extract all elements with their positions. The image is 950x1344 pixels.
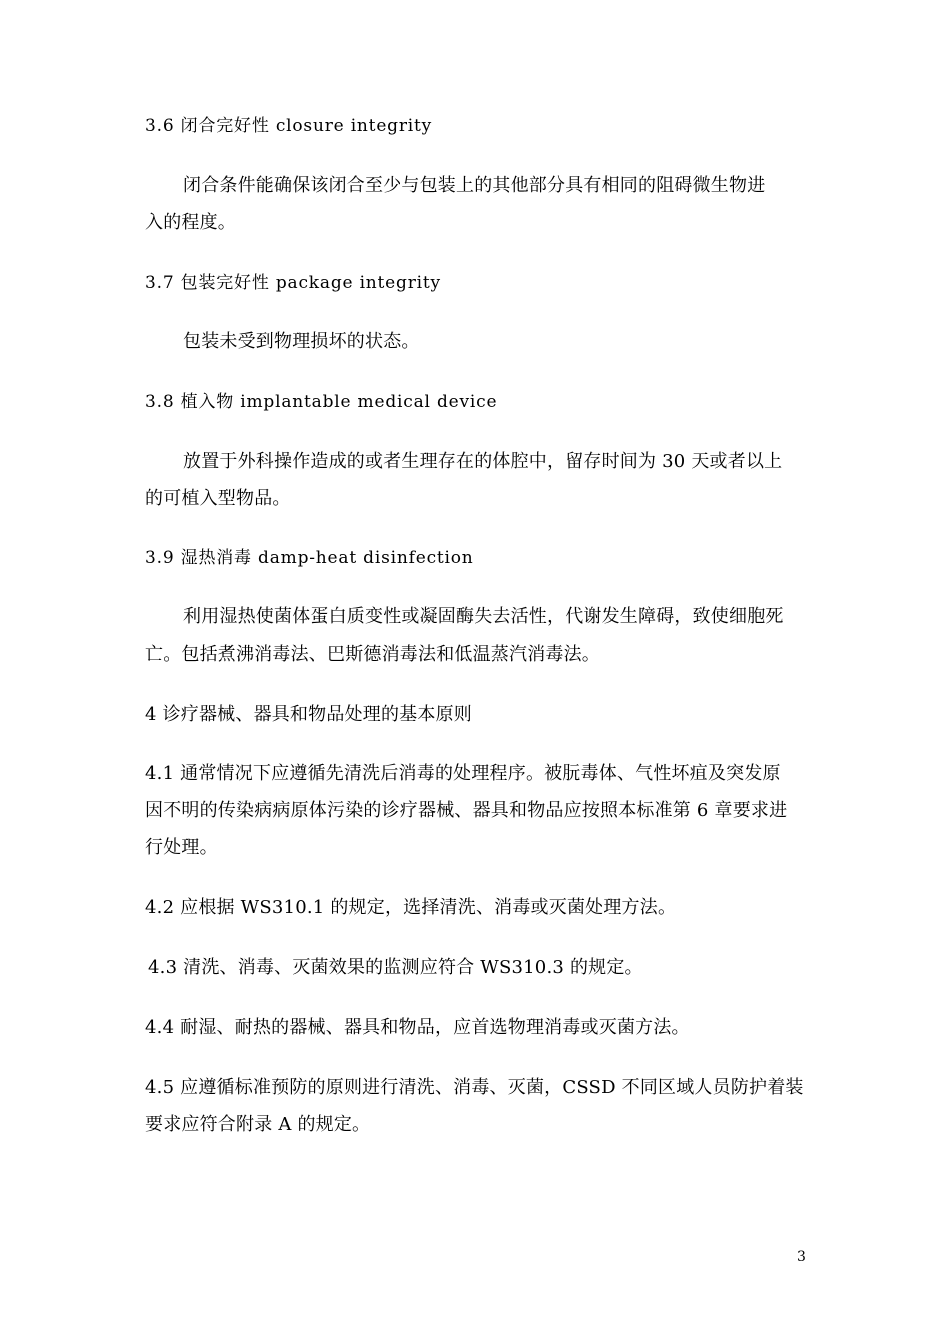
section-heading-3-8: 3.8 植入物 implantable medical device: [145, 392, 498, 412]
paragraph-line: 入的程度。: [145, 212, 236, 233]
paragraph-line: 利用湿热使菌体蛋白质变性或凝固酶失去活性，代谢发生障碍，致使细胞死: [183, 606, 784, 627]
section-heading-3-7: 3.7 包装完好性 package integrity: [145, 273, 441, 293]
paragraph-line: 包装未受到物理损坏的状态。: [183, 331, 420, 352]
paragraph-line: 闭合条件能确保该闭合至少与包装上的其他部分具有相同的阻碍微生物进: [183, 175, 766, 196]
paragraph-line: 行处理。: [145, 837, 218, 858]
page-number: 3: [797, 1249, 806, 1265]
paragraph-line: 4.3 清洗、消毒、灭菌效果的监测应符合 WS310.3 的规定。: [148, 957, 643, 978]
paragraph-line: 4.1 通常情况下应遵循先清洗后消毒的处理程序。被朊毒体、气性坏疽及突发原: [145, 763, 781, 784]
paragraph-line: 因不明的传染病病原体污染的诊疗器械、器具和物品应按照本标准第 6 章要求进: [145, 800, 788, 821]
section-heading-3-6: 3.6 闭合完好性 closure integrity: [145, 116, 433, 136]
paragraph-line: 4.5 应遵循标准预防的原则进行清洗、消毒、灭菌，CSSD 不同区域人员防护着装: [145, 1077, 804, 1098]
paragraph-line: 的可植入型物品。: [145, 488, 291, 509]
paragraph-line: 4.4 耐湿、耐热的器械、器具和物品，应首选物理消毒或灭菌方法。: [145, 1017, 690, 1038]
paragraph-line: 亡。包括煮沸消毒法、巴斯德消毒法和低温蒸汽消毒法。: [145, 644, 600, 665]
paragraph-line: 放置于外科操作造成的或者生理存在的体腔中，留存时间为 30 天或者以上: [183, 451, 783, 472]
section-heading-3-9: 3.9 湿热消毒 damp-heat disinfection: [145, 548, 474, 568]
paragraph-line: 要求应符合附录 A 的规定。: [145, 1114, 371, 1135]
paragraph-line: 4.2 应根据 WS310.1 的规定，选择清洗、消毒或灭菌处理方法。: [145, 897, 677, 918]
section-heading-4: 4 诊疗器械、器具和物品处理的基本原则: [145, 704, 472, 725]
